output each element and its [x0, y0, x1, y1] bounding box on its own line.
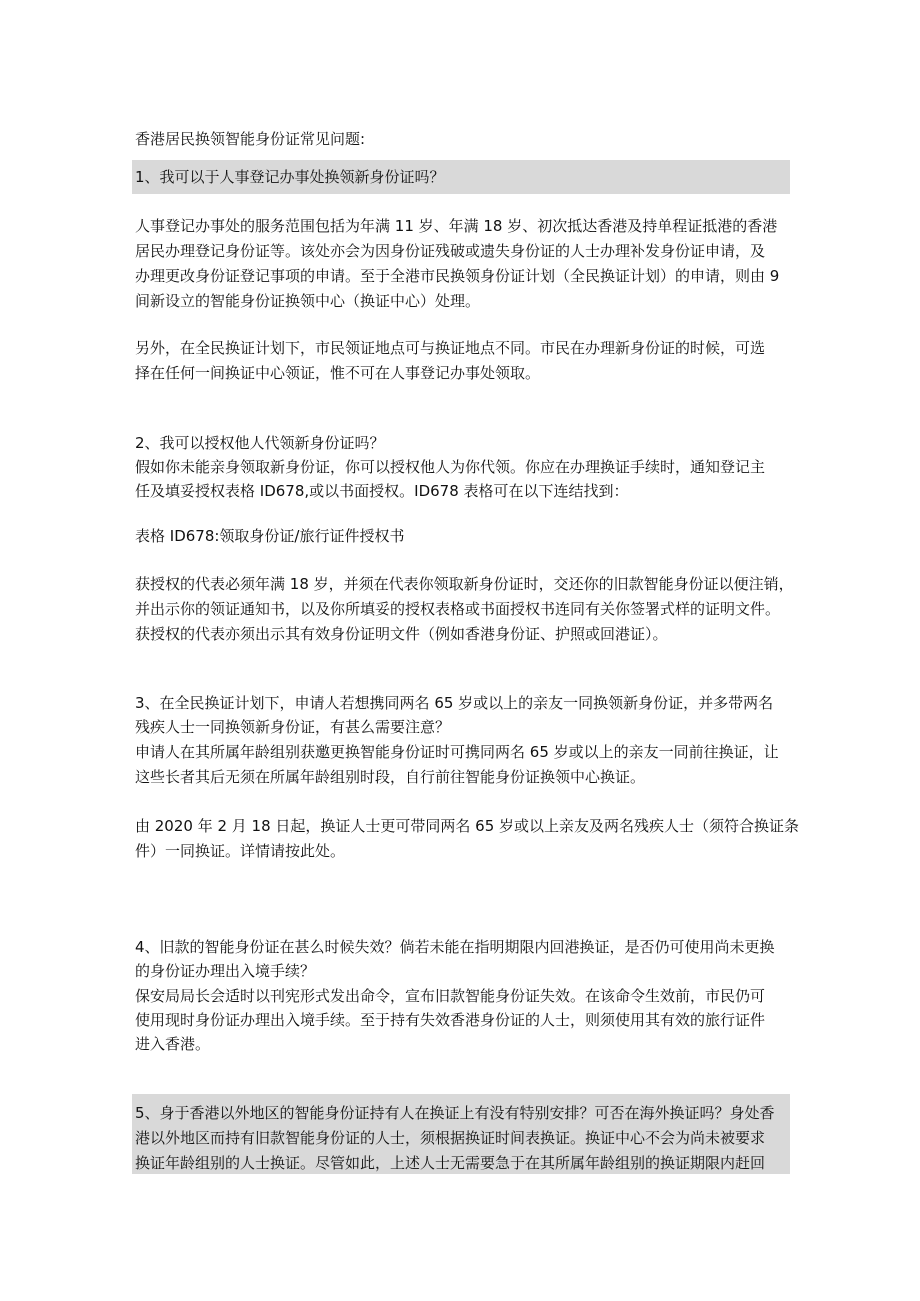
q2-answer-line: 假如你未能亲身领取新身份证，你可以授权他人为你代领。你应在办理换证手续时，通知登记主: [135, 458, 766, 476]
q2-answer-line: 任及填妥授权表格 ID678,或以书面授权。ID678 表格可在以下连结找到：: [135, 482, 629, 500]
q2-extra-line: 并出示你的领证通知书，以及你所填妥的授权表格或书面授权书连同有关你签署式样的证明文件。: [135, 600, 781, 618]
q1-answer-line: 间新设立的智能身份证换领中心（换证中心）处理。: [135, 292, 481, 310]
q1-extra-line: 择在任何一间换证中心领证，惟不可在人事登记办事处领取。: [135, 364, 541, 382]
q2-question: 2、我可以授权他人代领新身份证吗？: [135, 434, 385, 452]
page-title: 香港居民换领智能身份证常见问题:: [135, 130, 366, 148]
q1-extra-line: 另外，在全民换证计划下，市民领证地点可与换证地点不同。市民在办理新身份证的时候，可选: [135, 339, 766, 357]
q1-answer-line: 办理更改身份证登记事项的申请。至于全港市民换领身份证计划（全民换证计划）的申请，则由 9: [135, 267, 780, 285]
q3-extra-line: 件）一同换证。详情请按此处。: [135, 842, 346, 860]
q5-line: 换证年龄组别的人士换证。尽管如此，上述人士无需要急于在其所属年龄组别的换证期限内赶回: [135, 1154, 766, 1172]
q3-question-line: 3、在全民换证计划下，申请人若想携同两名 65 岁或以上的亲友一同换领新身份证，并多带两名: [135, 694, 774, 712]
q4-answer-line: 使用现时身份证办理出入境手续。至于持有失效香港身份证的人士，则须使用其有效的旅行证件: [135, 1011, 766, 1029]
q3-answer-line: 这些长者其后无须在所属年龄组别时段，自行前往智能身份证换领中心换证。: [135, 768, 646, 786]
q1-question: 1、我可以于人事登记办事处换领新身份证吗？: [135, 168, 445, 186]
q4-answer-line: 保安局局长会适时以刊宪形式发出命令，宣布旧款智能身份证失效。在该命令生效前，市民仍可: [135, 987, 766, 1005]
q3-question-line: 残疾人士一同换领新身份证，有甚么需要注意？: [135, 718, 451, 736]
q2-form-link: 表格 ID678:领取身份证/旅行证件授权书: [135, 527, 405, 545]
q4-question-line: 的身份证办理出入境手续？: [135, 962, 316, 980]
q1-answer-line: 居民办理登记身份证等。该处亦会为因身份证残破或遗失身份证的人士办理补发身份证申请，及: [135, 242, 766, 260]
q5-line: 5、身于香港以外地区的智能身份证持有人在换证上有没有特别安排？可否在海外换证吗？身处香: [135, 1104, 775, 1122]
q1-answer-line: 人事登记办事处的服务范围包括为年满 11 岁、年满 18 岁、初次抵达香港及持单程证抵港的香港: [135, 217, 778, 235]
q4-question-line: 4、旧款的智能身份证在甚么时候失效？倘若未能在指明期限内回港换证，是否仍可使用尚未更换: [135, 938, 775, 956]
q4-answer-line: 进入香港。: [135, 1035, 211, 1053]
q3-answer-line: 申请人在其所属年龄组别获邀更换智能身份证时可携同两名 65 岁或以上的亲友一同前往换证，让: [135, 743, 779, 761]
q2-extra-line: 获授权的代表亦须出示其有效身份证明文件（例如香港身份证、护照或回港证）。: [135, 625, 668, 643]
q5-line: 港以外地区而持有旧款智能身份证的人士，须根据换证时间表换证。换证中心不会为尚未被要求: [135, 1129, 766, 1147]
q2-extra-line: 获授权的代表必须年满 18 岁，并须在代表你领取新身份证时，交还你的旧款智能身份证以便注销，: [135, 575, 794, 593]
q3-extra-line: 由 2020 年 2 月 18 日起，换证人士更可带同两名 65 岁或以上亲友及两名残疾人士（须符合换证条: [135, 817, 800, 835]
